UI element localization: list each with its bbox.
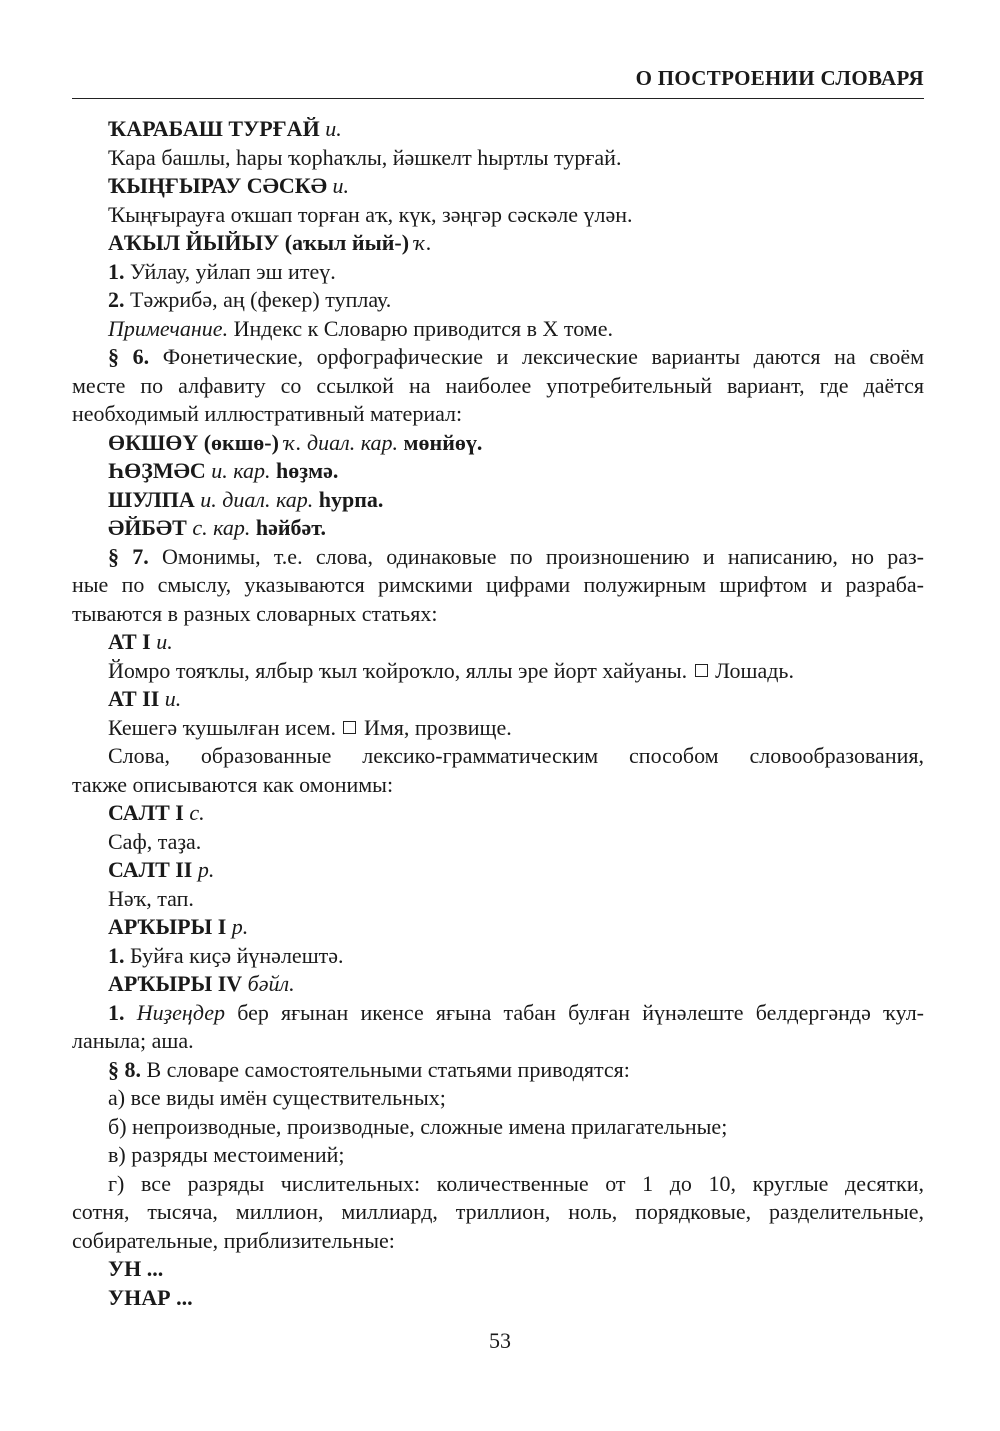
grammar-mark: ҡ. [414, 230, 432, 255]
grammar-mark: и. [332, 173, 350, 198]
headword: АРҠЫРЫ I [108, 914, 227, 939]
sense-number: 1. [108, 999, 125, 1025]
grammar-mark: и. [325, 116, 342, 141]
entry-definition: Нәҡ, тап. [108, 885, 194, 911]
paragraph-line: необходимый иллюстративный материал: [72, 401, 463, 426]
headword: АҠЫЛ ЙЫЙЫУ (аҡыл йый-) [108, 230, 410, 255]
entry-headword-line [72, 799, 924, 828]
running-head [72, 62, 924, 99]
reference-word: һәйбәт. [255, 515, 326, 540]
headword: ШУЛПА [108, 486, 195, 512]
sense-text: бер яғынан икенсе яғына табан булған йүнәлеште белдергәндә ҡул- [237, 999, 925, 1025]
entry-definition [72, 714, 924, 743]
paragraph-line [72, 1056, 924, 1085]
square-marker-icon [343, 721, 356, 734]
list-item-continuation: сотня, тысяча, миллион, миллиард, триллион, ноль, порядковые, разделительные, [72, 1199, 924, 1224]
sense-line [72, 286, 924, 315]
sense-number: 2. [108, 287, 125, 312]
sense-text: Уйлау, уйлап эш итеү. [130, 258, 336, 284]
headword: ӨКШӨҮ (өкшө-) [108, 429, 279, 455]
paragraph-text: Омонимы, т.е. слова, одинаковые по произношению и написанию, но раз- [162, 543, 925, 569]
reference-word: һөҙмә. [276, 458, 339, 483]
grammar-mark: и. [164, 686, 182, 711]
example-headword: УНАР ... [108, 1284, 193, 1310]
headword: АТ II [108, 686, 160, 711]
sense-text: Тәжрибә, аң (фекер) туплау. [130, 287, 392, 312]
list-item-continuation: собирательные, приблизительные: [72, 1227, 395, 1253]
headword: ҠАРАБАШ ТУРҒАЙ [108, 116, 320, 141]
entry-definition [72, 657, 924, 686]
headword: АТ I [108, 629, 151, 654]
headword: САЛТ II [108, 857, 193, 882]
entry-definition: Ҡара башлы, һары ҡорһаҡлы, йәшкелт һыртлы турғай. [108, 144, 622, 170]
grammar-mark: и. диал. кар. [200, 486, 314, 512]
paragraph-text: В словаре самостоятельными статьями приводятся: [146, 1056, 630, 1082]
note-text: Индекс к Словарю приводится в X томе. [233, 315, 613, 341]
variant-line [72, 486, 924, 515]
grammar-mark: ҡ. диал. кар. [284, 429, 399, 455]
headword: АРҠЫРЫ IV [108, 971, 243, 996]
sense-text: Буйға киҫә йүнәлештә. [130, 942, 344, 968]
paragraph-line [72, 343, 924, 372]
list-item: г) все разряды числительных: количественные от 1 до 10, круглые десятки, [108, 1170, 924, 1196]
variant-line [72, 514, 924, 543]
grammar-mark: р. [231, 914, 249, 939]
variant-line [72, 457, 924, 486]
sense-line [72, 942, 924, 971]
headword: ҠЫҢҒЫРАУ СӘСКӘ [108, 173, 328, 198]
paragraph-line: тываются в разных словарных статьях: [72, 600, 438, 626]
square-marker-icon [695, 664, 708, 677]
entry-headword-line [72, 229, 924, 258]
section-number: § 8. [108, 1056, 141, 1082]
sense-italic-word: Ниҙеңдер [136, 999, 225, 1025]
paragraph-text: Фонетические, орфографические и лексические варианты даются на своём [162, 344, 925, 369]
running-title: О ПОСТРОЕНИИ СЛОВАРЯ [635, 66, 924, 90]
reference-word: мөнйөү. [403, 429, 483, 455]
sense-number: 1. [108, 942, 125, 968]
translation-text: Имя, прозвище. [363, 714, 512, 740]
entry-headword-line [72, 115, 924, 144]
note-label: Примечание. [108, 315, 229, 341]
entry-headword-line [72, 172, 924, 201]
sense-line [72, 999, 924, 1028]
paragraph-line [72, 543, 924, 572]
entry-headword-line [72, 913, 924, 942]
grammar-mark: с. кар. [192, 515, 251, 540]
headword: ӘЙБӘТ [108, 515, 187, 540]
section-number: § 6. [108, 344, 150, 369]
grammar-mark: с. [189, 800, 205, 825]
headword: ҺӨҘМӘС [108, 458, 206, 483]
paragraph-line: Слова, образованные лексико-грамматическим способом словообразования, [108, 743, 924, 768]
entry-definition: Ҡыңғырауға оҡшап торған аҡ, күк, зәңгәр сәскәле үлән. [108, 201, 633, 227]
list-item: а) все виды имён существительных; [108, 1085, 446, 1110]
list-item: б) непроизводные, производные, сложные имена прилагательные; [108, 1113, 728, 1139]
entry-headword-line [72, 685, 924, 714]
page-body [72, 115, 924, 1312]
grammar-mark: и. [156, 629, 173, 654]
grammar-mark: бәйл. [247, 971, 295, 996]
paragraph-line: также описываются как омонимы: [72, 771, 394, 797]
reference-word: һурпа. [318, 486, 384, 512]
list-item: в) разряды местоимений; [108, 1142, 345, 1167]
entry-headword-line [72, 970, 924, 999]
translation-text: Лошадь. [715, 657, 794, 683]
paragraph-line: ные по смыслу, указываются римскими цифрами полужирным шрифтом и разраба- [72, 572, 924, 597]
entry-headword-line [72, 628, 924, 657]
definition-text: Кешегә ҡушылған исем. [108, 714, 336, 740]
entry-headword-line [72, 856, 924, 885]
grammar-mark: и. кар. [211, 458, 271, 483]
sense-number: 1. [108, 258, 125, 284]
headword: САЛТ I [108, 800, 184, 825]
grammar-mark: р. [197, 857, 215, 882]
section-number: § 7. [108, 543, 149, 569]
sense-line [72, 258, 924, 287]
entry-definition: Саф, таҙа. [108, 828, 202, 854]
note-line [72, 315, 924, 344]
page-number: 53 [489, 1328, 511, 1353]
sense-line-continuation: ланыла; аша. [72, 1028, 194, 1053]
variant-line [72, 429, 924, 458]
paragraph-line: месте по алфавиту со ссылкой на наиболее употребительный вариант, где даётся [72, 372, 924, 398]
example-headword: УН ... [108, 1256, 164, 1281]
definition-text: Йомро тояҡлы, ялбыр ҡыл ҡойроҡло, яллы эре йорт хайуаны. [108, 657, 688, 683]
